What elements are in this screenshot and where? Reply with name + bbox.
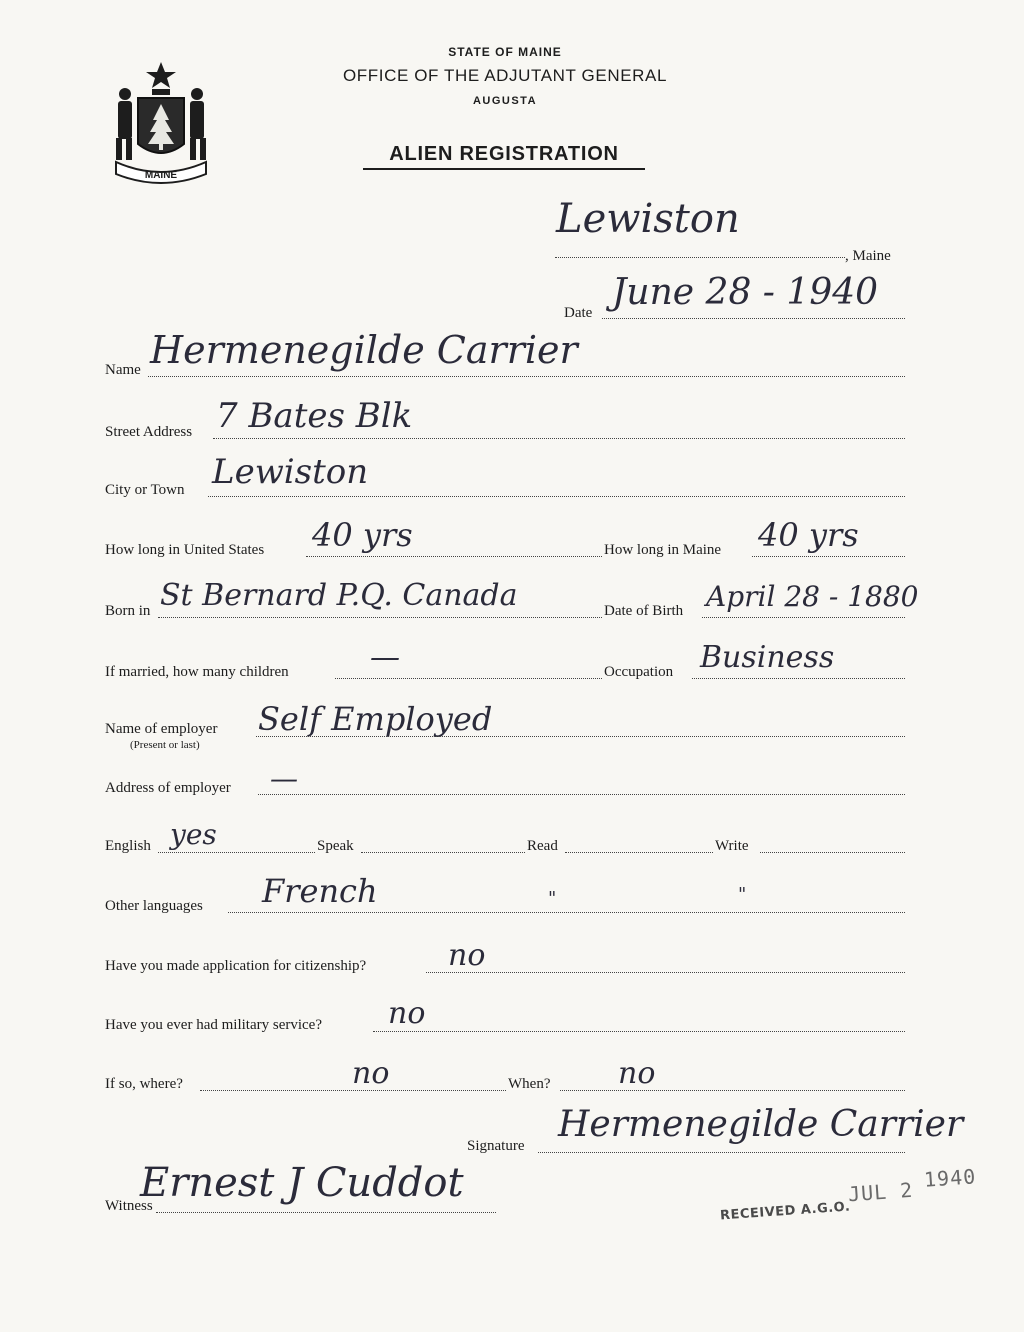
place-line (555, 257, 845, 258)
date-of-birth-label: Date of Birth (604, 603, 684, 619)
employer-address-value: — (270, 762, 298, 795)
married-children-label: If married, how many children (105, 664, 289, 680)
street-line (213, 438, 905, 439)
employer-address-label: Address of employer (105, 780, 231, 796)
citizenship-label: Have you made application for citizenship? (105, 958, 367, 974)
read-line (565, 852, 713, 853)
how-long-us-line (306, 556, 602, 557)
when-value: no (618, 1056, 656, 1091)
name-label: Name (105, 362, 141, 378)
occupation-label: Occupation (604, 664, 674, 680)
born-in-value: St Bernard P.Q. Canada (160, 578, 518, 613)
if-so-where-label: If so, where? (105, 1076, 183, 1092)
witness-value: Ernest J Cuddot (140, 1160, 464, 1206)
date-of-birth-line (702, 617, 905, 618)
read-label: Read (527, 838, 558, 854)
page-title: ALIEN REGISTRATION (363, 143, 645, 170)
other-languages-label: Other languages (105, 898, 203, 914)
other-languages-value: French (262, 872, 378, 910)
maine-label: , Maine (845, 248, 891, 264)
children-line (335, 678, 602, 679)
born-in-label: Born in (105, 603, 151, 619)
date-label: Date (564, 305, 593, 321)
street-label: Street Address (105, 424, 193, 440)
witness-label: Witness (105, 1198, 153, 1214)
write-line (760, 852, 905, 853)
date-value: June 28 - 1940 (612, 272, 879, 313)
name-line (148, 376, 905, 377)
employer-sublabel: (Present or last) (130, 739, 200, 751)
occupation-line (692, 678, 905, 679)
employer-value: Self Employed (258, 700, 493, 738)
signature-value: Hermenegilde Carrier (558, 1104, 964, 1145)
employer-address-line (258, 794, 905, 795)
military-value: no (388, 996, 426, 1031)
city-line (208, 496, 905, 497)
speak-line (361, 852, 525, 853)
english-value: yes (170, 818, 217, 851)
received-stamp-year: 1940 (923, 1164, 977, 1192)
english-line (158, 852, 315, 853)
header-office: OFFICE OF THE ADJUTANT GENERAL (342, 66, 668, 85)
witness-line (156, 1212, 496, 1213)
signature-label: Signature (467, 1138, 525, 1154)
when-line (560, 1090, 905, 1091)
city-label: City or Town (105, 482, 185, 498)
citizenship-line (426, 972, 905, 973)
born-in-line (158, 617, 602, 618)
svg-text:MAINE: MAINE (144, 170, 178, 181)
employer-label: Name of employer (105, 721, 218, 737)
how-long-us-label: How long in United States (105, 542, 265, 558)
date-line (602, 318, 905, 319)
how-long-maine-value: 40 yrs (758, 516, 859, 554)
military-line (373, 1031, 905, 1032)
city-value: Lewiston (212, 452, 369, 492)
employer-line (256, 736, 905, 737)
header-city: AUGUSTA (472, 95, 538, 107)
how-long-us-value: 40 yrs (312, 516, 413, 554)
received-stamp: RECEIVED A.G.O. (719, 1199, 851, 1224)
speak-label: Speak (317, 838, 354, 854)
when-label: When? (508, 1076, 551, 1092)
header-state: STATE OF MAINE (448, 45, 562, 59)
where-value: no (352, 1056, 390, 1091)
street-value: 7 Bates Blk (216, 396, 413, 436)
received-stamp-date: JUL 2 (847, 1177, 914, 1207)
where-line (200, 1090, 506, 1091)
military-label: Have you ever had military service? (105, 1017, 322, 1033)
write-label: Write (715, 838, 749, 854)
how-long-maine-label: How long in Maine (604, 542, 722, 558)
occupation-value: Business (700, 640, 835, 675)
children-value: — (370, 640, 400, 675)
place-value: Lewiston (556, 196, 740, 242)
date-of-birth-value: April 28 - 1880 (706, 580, 919, 613)
other-write-value: " (738, 884, 747, 905)
how-long-maine-line (752, 556, 905, 557)
name-value: Hermenegilde Carrier (150, 328, 578, 372)
other-languages-line (228, 912, 905, 913)
citizenship-value: no (448, 938, 486, 973)
english-label: English (105, 838, 151, 854)
signature-line (538, 1152, 905, 1153)
other-read-value: " (548, 888, 557, 909)
